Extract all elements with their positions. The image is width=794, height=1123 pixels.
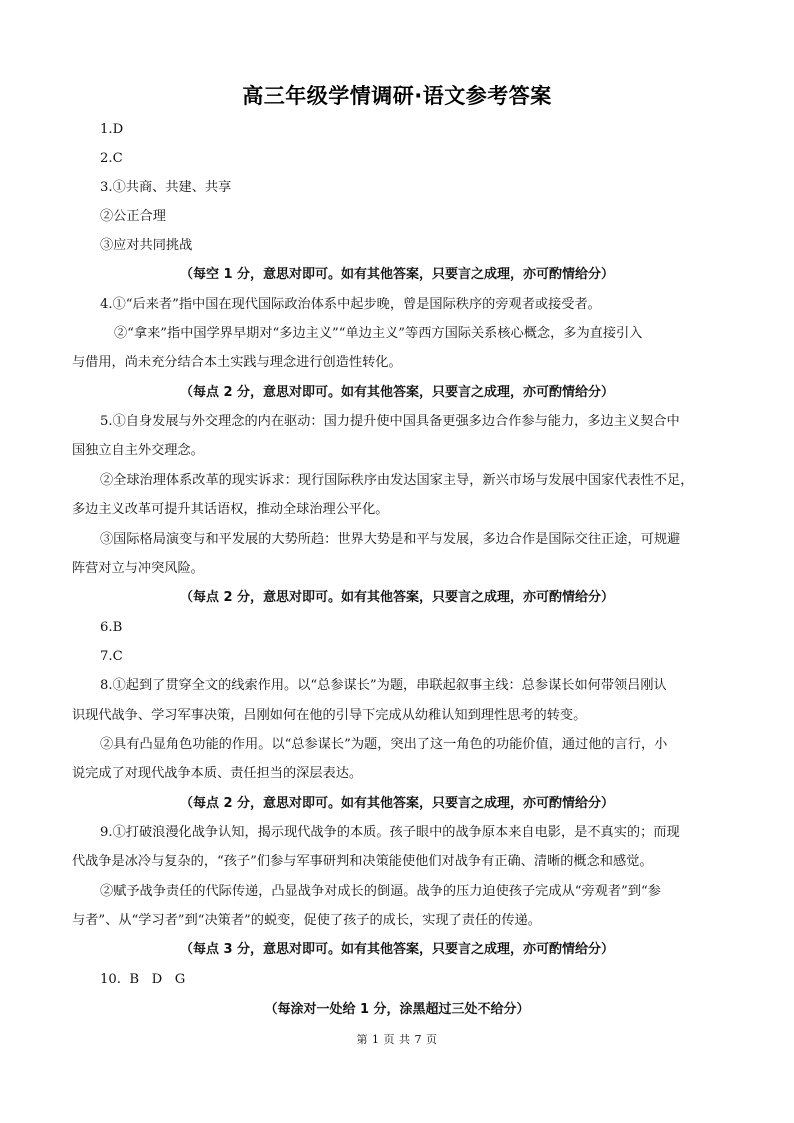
- answer-4-point-2-line-2: 与借用，尚未充分结合本土实践与理念进行创造性转化。: [72, 355, 402, 370]
- answer-9-point-2-line-1: ②赋予战争责任的代际传递，凸显战争对成长的倒逼。战争的压力迫使孩子完成从“旁观者”到“参: [100, 884, 661, 899]
- answer-8-point-2-line-2: 说完成了对现代战争本质、责任担当的深层表达。: [72, 766, 363, 781]
- scoring-note-5: （每点 2 分，意思对即可。如有其他答案，只要言之成理，亦可酌情给分）: [179, 590, 615, 605]
- answer-5-point-2-line-2: 多边主义改革可提升其话语权，推动全球治理公平化。: [72, 502, 389, 517]
- page-title: 高三年级学情调研·语文参考答案: [242, 84, 552, 108]
- answer-1: 1.D: [100, 122, 124, 137]
- answer-5-point-3-line-2: 阵营对立与冲突风险。: [72, 561, 204, 576]
- answer-5-point-1-line-1: 5.①自身发展与外交理念的内在驱动：国力提升使中国具备更强多边合作参与能力，多边主义契合中: [100, 414, 680, 429]
- answer-8-point-2-line-1: ②具有凸显角色功能的作用。以“总参谋长”为题，突出了这一角色的功能价值，通过他的言行，小: [100, 737, 668, 752]
- answer-9-point-1-line-1: 9.①打破浪漫化战争认知，揭示现代战争的本质。孩子眼中的战争原本来自电影，是不真实的；而现: [100, 825, 680, 840]
- answer-5-point-2-line-1: ②全球治理体系改革的现实诉求：现行国际秩序由发达国家主导，新兴市场与发展中国家代表性不足，: [100, 473, 694, 488]
- answer-7: 7.C: [100, 649, 123, 664]
- answer-4-point-2-line-1: ②“拿来”指中国学界早期对“多边主义”“单边主义”等西方国际关系核心概念，多为直接引入: [114, 326, 643, 341]
- scoring-note-8: （每点 2 分，意思对即可。如有其他答案，只要言之成理，亦可酌情给分）: [179, 796, 615, 811]
- answer-10: 10. B D G: [100, 972, 186, 987]
- answer-6: 6.B: [100, 620, 123, 635]
- answer-5-point-3-line-1: ③国际格局演变与和平发展的大势所趋：世界大势是和平与发展，多边合作是国际交往正途，可规避: [100, 532, 681, 547]
- answer-5-point-1-line-2: 国独立自主外交理念。: [72, 443, 204, 458]
- answer-2: 2.C: [100, 151, 123, 166]
- answer-3-item-1: 3.①共商、共建、共享: [100, 180, 232, 195]
- scoring-note-10: （每涂对一处给 1 分，涂黑超过三处不给分）: [264, 1002, 530, 1017]
- scoring-note-4: （每点 2 分，意思对即可。如有其他答案，只要言之成理，亦可酌情给分）: [179, 385, 615, 400]
- answer-3-item-3: ③应对共同挑战: [100, 238, 193, 253]
- answer-8-point-1-line-2: 识现代战争、学习军事决策，吕刚如何在他的引导下完成从幼稚认知到理性思考的转变。: [72, 708, 587, 723]
- answer-3-item-2: ②公正合理: [100, 209, 166, 224]
- answer-4-point-1: 4.①“后来者”指中国在现代国际政治体系中起步晚，曾是国际秩序的旁观者或接受者。: [100, 297, 601, 312]
- scoring-note-3: （每空 1 分，意思对即可。如有其他答案，只要言之成理，亦可酌情给分）: [179, 267, 615, 282]
- page-footer: 第 1 页 共 7 页: [356, 1033, 438, 1046]
- scoring-note-9: （每点 3 分，意思对即可。如有其他答案，只要言之成理，亦可酌情给分）: [179, 942, 615, 957]
- answer-8-point-1-line-1: 8.①起到了贯穿全文的线索作用。以“总参谋长”为题，串联起叙事主线：总参谋长如何带领吕刚认: [100, 678, 667, 693]
- answer-9-point-2-line-2: 与者”、从“学习者”到“决策者”的蜕变，促使了孩子的成长，实现了责任的传递。: [72, 913, 541, 928]
- answer-9-point-1-line-2: 代战争是冰冷与复杂的，“孩子”们参与军事研判和决策能使他们对战争有正确、清晰的概念和感觉。: [72, 854, 653, 869]
